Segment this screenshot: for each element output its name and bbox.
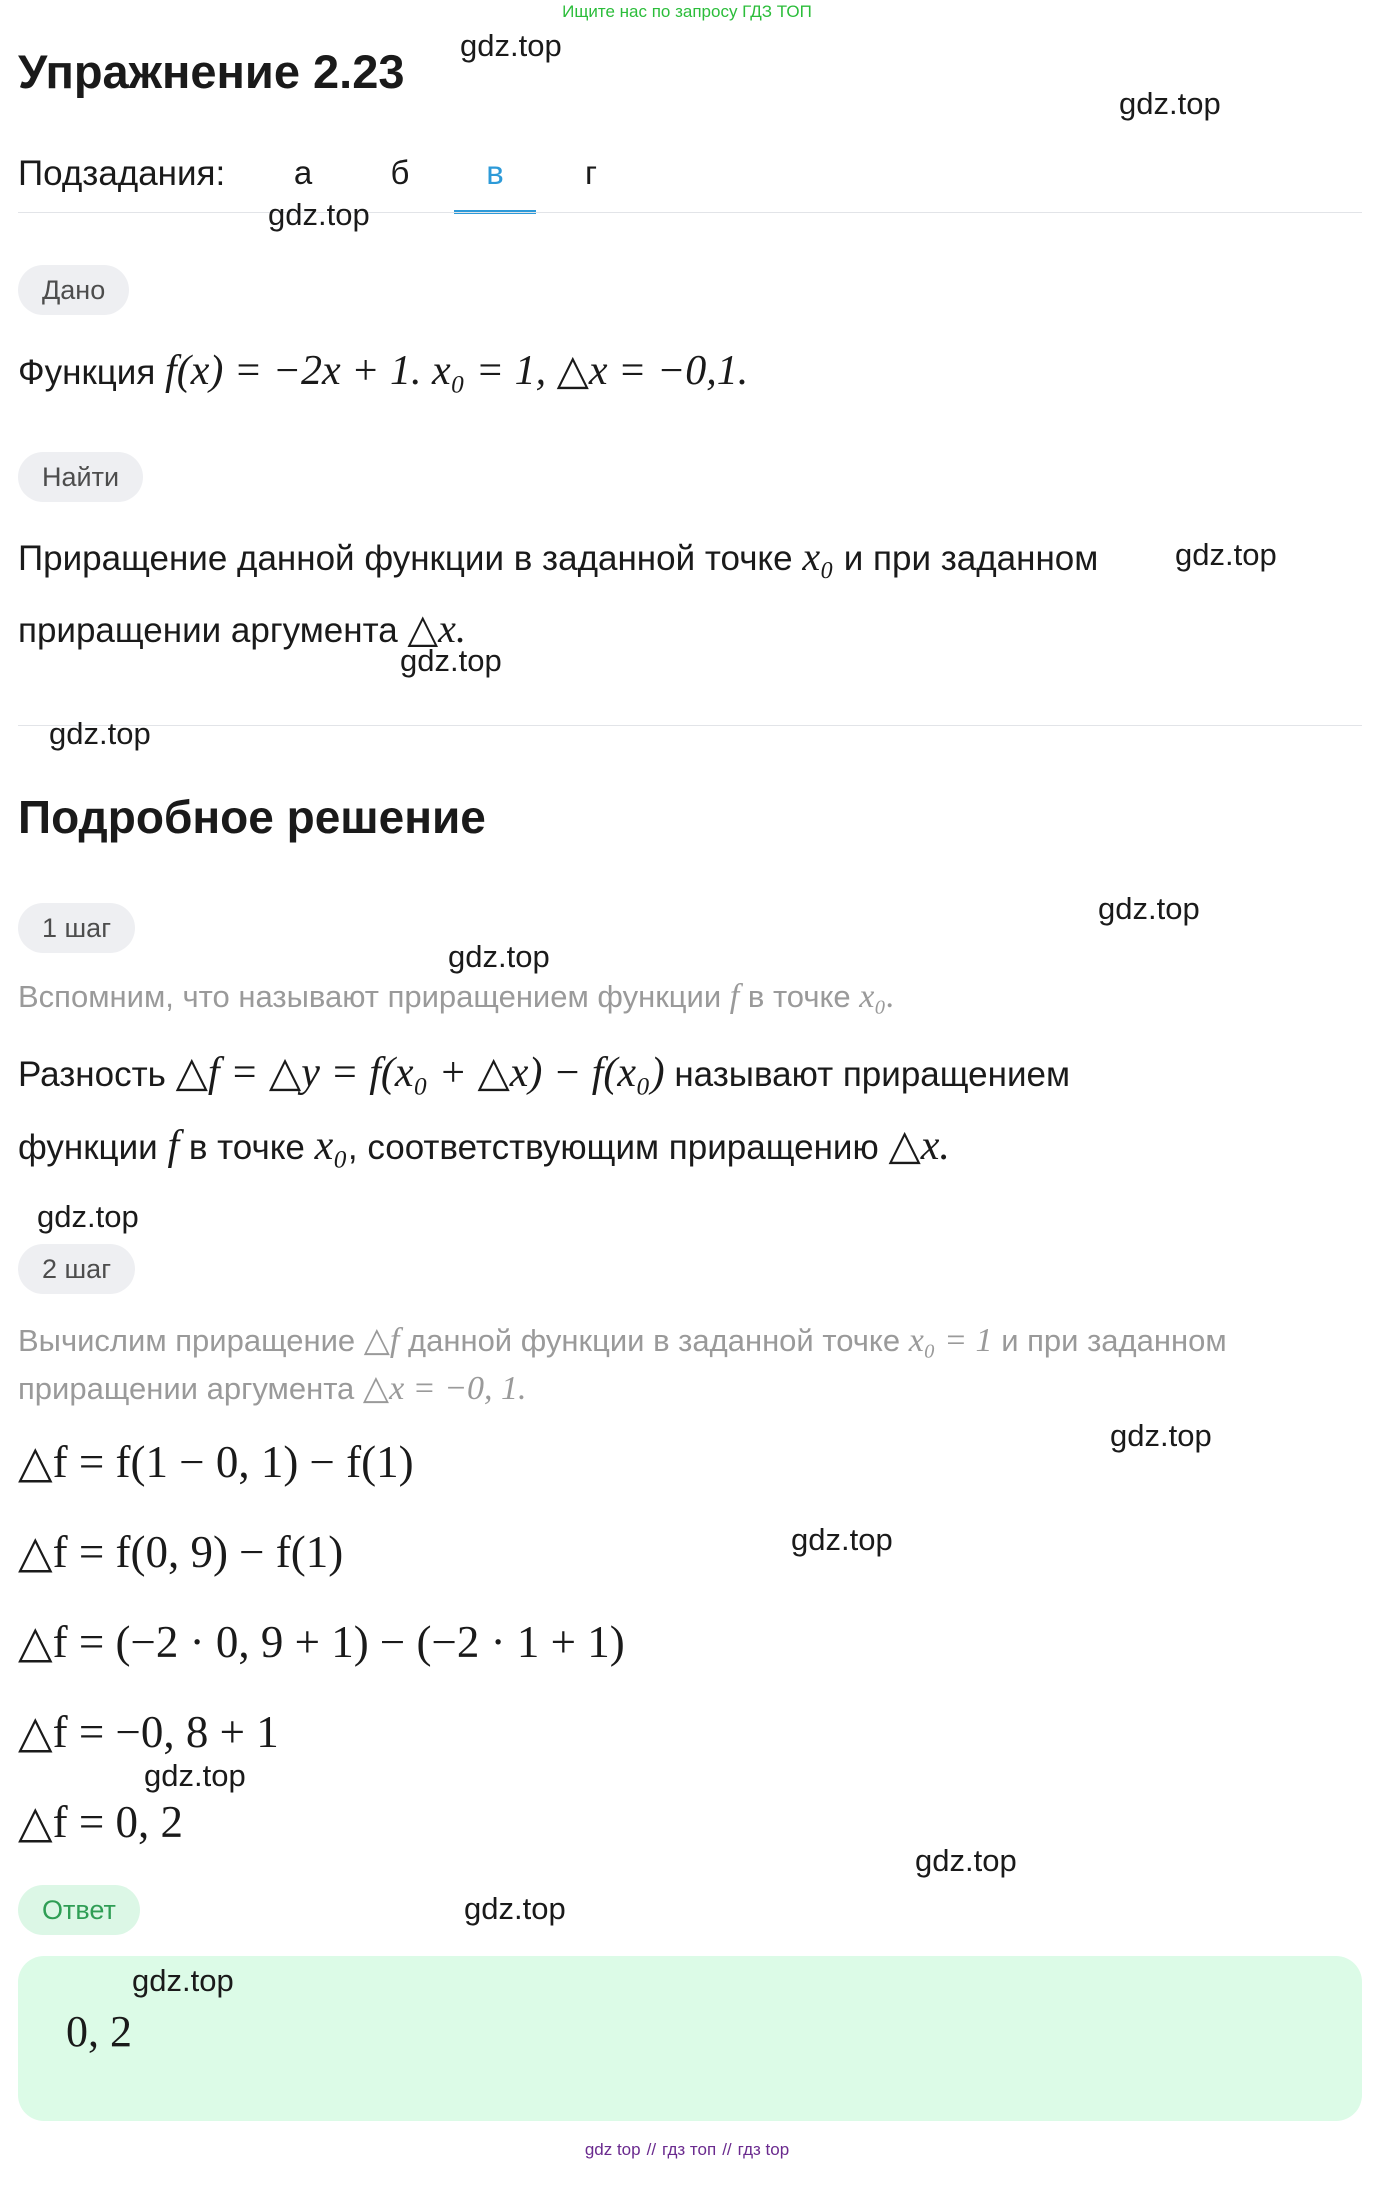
find-text-1a: Приращение данной функции в заданной точке <box>18 539 793 578</box>
watermark: gdz.top <box>1098 891 1200 926</box>
tabs-divider <box>18 212 1362 213</box>
find-text-1b: и при заданном <box>843 539 1099 578</box>
tab-g[interactable]: г <box>584 154 598 191</box>
find-line-1 <box>18 533 1098 580</box>
footer-separator: // <box>646 2140 657 2159</box>
watermark: gdz.top <box>49 716 151 751</box>
given-line <box>18 345 748 395</box>
step2-badge: 2 шаг <box>18 1244 135 1294</box>
step1-def2-text-c: , соответствующим приращению <box>347 1128 879 1167</box>
step2-hint-x0: x₀ = 1 <box>908 1322 993 1359</box>
footer-link[interactable]: гдз топ <box>662 2140 717 2159</box>
step1-def-line-2 <box>18 1120 950 1170</box>
step1-hint-text-a: Вспомним, что называют приращением функции <box>18 979 722 1014</box>
answer-value: 0, 2 <box>66 2007 132 2056</box>
step1-def-text-a: Разность <box>18 1055 166 1094</box>
step1-def-formula: △f = △y = f(x₀ + △x) − f(x₀) <box>175 1050 665 1096</box>
step1-def2-x0: x₀ <box>314 1123 348 1169</box>
tab-a[interactable]: а <box>293 154 313 191</box>
watermark: gdz.top <box>268 197 370 232</box>
watermark: gdz.top <box>1119 86 1221 121</box>
step1-def2-text-a: функции <box>18 1128 158 1167</box>
solution-title: Подробное решение <box>18 791 486 843</box>
step1-def-line-1 <box>18 1047 1070 1097</box>
step1-def-text-b: называют приращением <box>674 1055 1071 1094</box>
step1-def2-dx: △x. <box>888 1123 950 1169</box>
calc-line-3: △f = (−2 · 0, 9 + 1) − (−2 · 1 + 1) <box>18 1617 625 1667</box>
step1-hint <box>18 978 895 1016</box>
step2-hint-df: △f <box>363 1322 400 1359</box>
step2-hint-text-b: данной функции в заданной точке <box>408 1323 901 1358</box>
watermark: gdz.top <box>448 939 550 974</box>
step1-def2-f: f <box>167 1123 180 1169</box>
given-formula: f(x) = −2x + 1. x₀ = 1, △x = −0,1. <box>165 348 749 394</box>
step1-hint-x0: x₀. <box>859 978 895 1015</box>
subtasks-label: Подзадания: <box>18 154 226 193</box>
watermark: gdz.top <box>460 28 562 63</box>
find-x0: x₀ <box>802 534 835 579</box>
tab-b[interactable]: б <box>390 154 410 191</box>
watermark: gdz.top <box>464 1891 566 1926</box>
watermark: gdz.top <box>132 1963 234 1998</box>
tab-v-active[interactable]: в <box>486 154 504 191</box>
footer-link[interactable]: gdz top <box>584 2140 641 2159</box>
step1-def2-text-b: в точке <box>188 1128 305 1167</box>
watermark: gdz.top <box>915 1843 1017 1878</box>
page-title: Упражнение 2.23 <box>18 45 405 98</box>
find-text-2a: приращении аргумента <box>18 611 398 650</box>
step2-hint-line-2 <box>18 1368 527 1408</box>
step1-hint-f: f <box>729 978 740 1015</box>
step1-badge: 1 шаг <box>18 903 135 953</box>
watermark: gdz.top <box>1110 1418 1212 1453</box>
calc-line-5: △f = 0, 2 <box>18 1797 183 1847</box>
step2-hint-text-c: и при заданном <box>1001 1323 1227 1358</box>
step1-hint-text-b: в точке <box>747 979 851 1014</box>
calc-line-2: △f = f(0, 9) − f(1) <box>18 1527 344 1577</box>
watermark: gdz.top <box>791 1522 893 1557</box>
calc-line-4: △f = −0, 8 + 1 <box>18 1707 279 1757</box>
watermark: gdz.top <box>144 1758 246 1793</box>
given-badge: Дано <box>18 265 129 315</box>
calc-line-1: △f = f(1 − 0, 1) − f(1) <box>18 1437 414 1487</box>
step2-hint2-dx: △x = −0, 1. <box>362 1370 527 1407</box>
section-divider <box>18 725 1362 726</box>
find-badge: Найти <box>18 452 143 502</box>
watermark: gdz.top <box>400 643 502 678</box>
step2-hint-line-1 <box>18 1320 1227 1360</box>
watermark: gdz.top <box>1175 537 1277 572</box>
footer-links <box>0 2140 1374 2160</box>
find-line-2 <box>18 605 466 652</box>
watermark: gdz.top <box>37 1199 139 1234</box>
given-prefix: Функция <box>18 353 156 392</box>
promo-banner[interactable]: Ищите нас по запросу ГДЗ ТОП <box>562 2 812 21</box>
find-dx: △x. <box>407 606 466 651</box>
step2-hint2-text-a: приращении аргумента <box>18 1371 355 1406</box>
answer-badge: Ответ <box>18 1885 140 1935</box>
footer-link[interactable]: гдз top <box>737 2140 790 2159</box>
step2-hint-text-a: Вычислим приращение <box>18 1323 356 1358</box>
footer-separator: // <box>722 2140 732 2159</box>
